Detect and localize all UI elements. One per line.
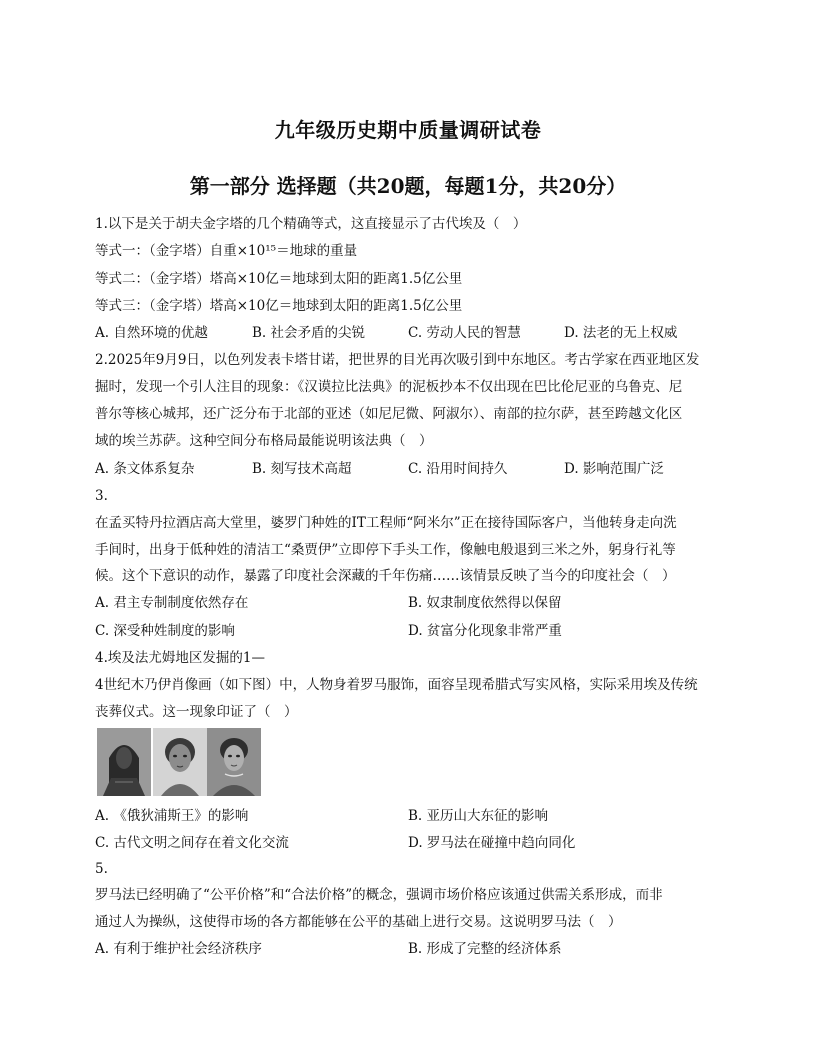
q1-stem: 1.以下是关于胡夫金字塔的几个精确等式，这直接显示了古代埃及（ ）	[95, 216, 527, 232]
q1-option-b[interactable]: B. 社会矛盾的尖锐	[252, 325, 366, 341]
exam-title: 九年级历史期中质量调研试卷	[274, 118, 542, 142]
q3-line-2: 手间时，出身于低种姓的清洁工“桑贾伊”立即停下手头工作，像触电般退到三米之外，躬身行礼等	[95, 542, 676, 558]
q3-line-3: 候。这个下意识的动作，暴露了印度社会深藏的千年伤痛……该情景反映了当今的印度社会（ ）	[95, 568, 676, 584]
q2-option-c[interactable]: C. 沿用时间持久	[408, 461, 508, 477]
q2-line-2: 掘时，发现一个引人注目的现象：《汉谟拉比法典》的泥板抄本不仅出现在巴比伦尼亚的乌鲁克、尼	[95, 379, 683, 395]
q4-option-a[interactable]: A. 《俄狄浦斯王》的影响	[95, 808, 249, 824]
q2-line-3: 普尔等核心城邦，还广泛分布于北部的亚述（如尼尼微、阿淑尔）、南部的拉尔萨，甚至跨越文化区	[95, 406, 683, 422]
q5-option-a[interactable]: A. 有利于维护社会经济秩序	[95, 941, 262, 957]
q5-line-2: 通过人为操纵，这使得市场的各方都能够在公平的基础上进行交易。这说明罗马法（ ）	[95, 914, 622, 930]
q2-option-a[interactable]: A. 条文体系复杂	[95, 461, 195, 477]
q3-option-c[interactable]: C. 深受种姓制度的影响	[95, 623, 235, 639]
q1-option-d[interactable]: D. 法老的无上权威	[564, 325, 678, 341]
q2-option-b[interactable]: B. 刻写技术高超	[252, 461, 352, 477]
q1-equation-1: 等式一：（金字塔）自重×10¹⁵＝地球的重量	[95, 243, 358, 259]
q5-number: 5.	[95, 861, 108, 877]
q2-line-4: 域的埃兰苏萨。这种空间分布格局最能说明该法典（ ）	[95, 433, 433, 449]
q4-line-1: 4.埃及法尤姆地区发掘的1—	[95, 650, 265, 666]
q3-option-d[interactable]: D. 贫富分化现象非常严重	[408, 623, 562, 639]
section-heading: 第一部分 选择题（共20题，每题1分，共20分）	[189, 174, 627, 198]
q3-option-a[interactable]: A. 君主专制制度依然存在	[95, 595, 249, 611]
q5-line-1: 罗马法已经明确了“公平价格”和“合法价格”的概念，强调市场价格应该通过供需关系形成，而非	[95, 887, 663, 903]
mummy-portrait-3	[207, 728, 261, 796]
q4-option-c[interactable]: C. 古代文明之间存在着文化交流	[95, 835, 289, 851]
mummy-portrait-1	[97, 728, 151, 796]
q1-option-c[interactable]: C. 劳动人民的智慧	[408, 325, 521, 341]
q4-option-d[interactable]: D. 罗马法在碰撞中趋向同化	[408, 835, 576, 851]
q1-equation-2: 等式二：（金字塔）塔高×10亿＝地球到太阳的距离1.5亿公里	[95, 271, 463, 287]
q2-option-d[interactable]: D. 影响范围广泛	[564, 461, 664, 477]
q5-option-b[interactable]: B. 形成了完整的经济体系	[408, 941, 562, 957]
q3-line-1: 在孟买特丹拉酒店高大堂里，婆罗门种姓的IT工程师“阿米尔”正在接待国际客户，当他转身走向洗	[95, 515, 677, 531]
q1-option-a[interactable]: A. 自然环境的优越	[95, 325, 208, 341]
q3-number: 3.	[95, 488, 108, 504]
q4-line-3: 丧葬仪式。这一现象印证了（ ）	[95, 704, 298, 720]
q4-line-2: 4世纪木乃伊肖像画（如下图）中，人物身着罗马服饰，面容呈现希腊式写实风格，实际采用埃及传统	[95, 677, 698, 693]
q4-option-b[interactable]: B. 亚历山大东征的影响	[408, 808, 549, 824]
q3-option-b[interactable]: B. 奴隶制度依然得以保留	[408, 595, 562, 611]
mummy-portrait-2	[153, 728, 207, 796]
q2-line-1: 2.2025年9月9日，以色列发表卡塔甘诺，把世界的目光再次吸引到中东地区。考古学家在西亚地区发	[95, 352, 700, 368]
q1-equation-3: 等式三：（金字塔）塔高×10亿＝地球到太阳的距离1.5亿公里	[95, 298, 463, 314]
